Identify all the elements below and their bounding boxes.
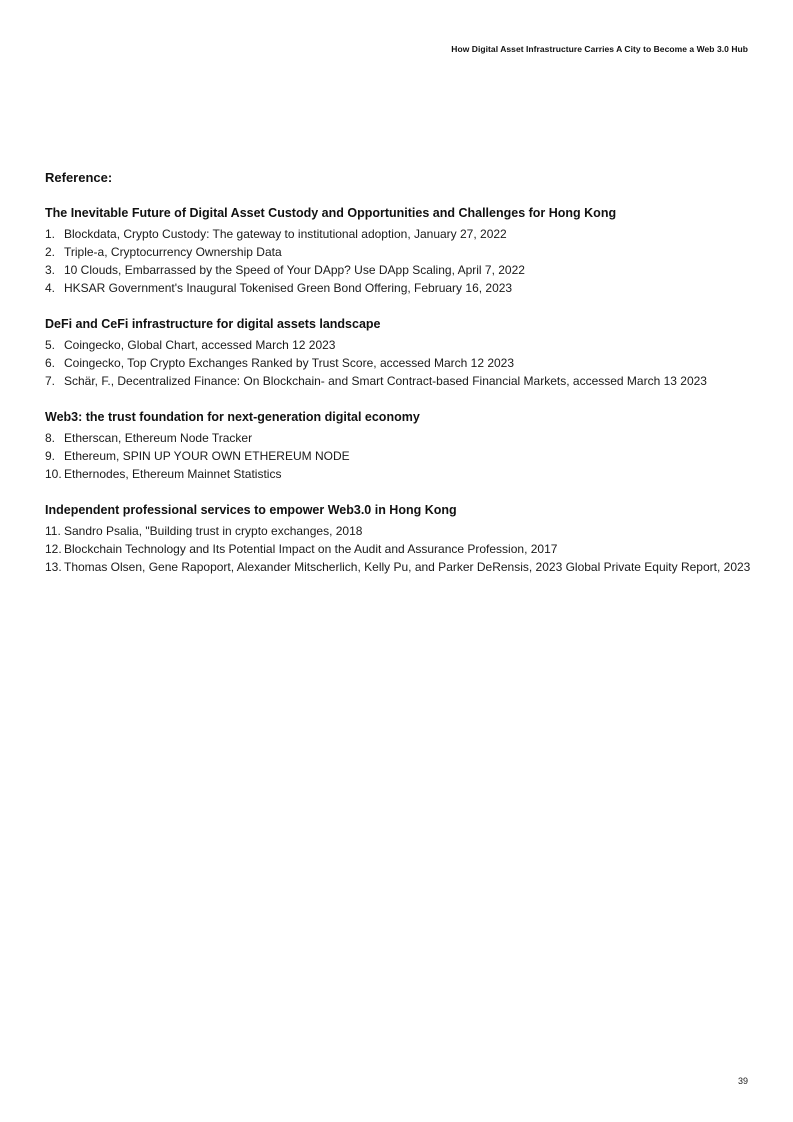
section-title: DeFi and CeFi infrastructure for digital assets landscape bbox=[45, 317, 381, 331]
reference-text: Coingecko, Top Crypto Exchanges Ranked by Trust Score, accessed March 12 2023 bbox=[64, 356, 515, 370]
reference-section-custody bbox=[45, 205, 753, 297]
reference-item bbox=[45, 279, 753, 297]
reference-text: Etherscan, Ethereum Node Tracker bbox=[64, 431, 253, 445]
reference-item bbox=[45, 261, 753, 279]
reference-item bbox=[45, 243, 753, 261]
reference-number: 4. bbox=[45, 281, 56, 295]
reference-item bbox=[45, 354, 753, 372]
reference-text: Thomas Olsen, Gene Rapoport, Alexander Mitscherlich, Kelly Pu, and Parker DeRensis, 2023 Global Private Equity Report, 2023 bbox=[64, 560, 751, 574]
reference-text: Coingecko, Global Chart, accessed March 12 2023 bbox=[64, 338, 336, 352]
reference-list bbox=[45, 429, 753, 483]
reference-number: 7. bbox=[45, 374, 56, 388]
reference-number: 11. bbox=[45, 524, 61, 538]
reference-text: Ethernodes, Ethereum Mainnet Statistics bbox=[64, 467, 282, 481]
reference-item bbox=[45, 540, 753, 558]
reference-item bbox=[45, 429, 753, 447]
page-number: 39 bbox=[737, 1076, 748, 1086]
reference-number: 6. bbox=[45, 356, 56, 370]
reference-page-content bbox=[45, 170, 753, 595]
reference-number: 2. bbox=[45, 245, 56, 259]
reference-text: HKSAR Government's Inaugural Tokenised Green Bond Offering, February 16, 2023 bbox=[64, 281, 513, 295]
reference-list bbox=[45, 225, 753, 297]
reference-number: 1. bbox=[45, 227, 56, 241]
reference-item bbox=[45, 558, 753, 576]
reference-item bbox=[45, 225, 753, 243]
reference-section-professional-services bbox=[45, 502, 753, 576]
reference-text: Blockchain Technology and Its Potential Impact on the Audit and Assurance Profession, 2017 bbox=[64, 542, 558, 556]
reference-title: Reference: bbox=[45, 170, 113, 185]
reference-number: 9. bbox=[45, 449, 56, 463]
reference-item bbox=[45, 336, 753, 354]
reference-item bbox=[45, 372, 753, 390]
reference-number: 13. bbox=[45, 560, 62, 574]
section-title: The Inevitable Future of Digital Asset Custody and Opportunities and Challenges for Hong Kong bbox=[45, 206, 617, 220]
reference-list bbox=[45, 336, 753, 390]
running-header: How Digital Asset Infrastructure Carries A City to Become a Web 3.0 Hub bbox=[451, 44, 748, 54]
reference-section-web3 bbox=[45, 409, 753, 483]
section-title: Web3: the trust foundation for next-generation digital economy bbox=[45, 410, 420, 424]
reference-list bbox=[45, 522, 753, 576]
reference-section-defi-cefi bbox=[45, 316, 753, 390]
reference-text: Triple-a, Cryptocurrency Ownership Data bbox=[64, 245, 282, 259]
reference-number: 8. bbox=[45, 431, 56, 445]
reference-text: Sandro Psalia, "Building trust in crypto exchanges, 2018 bbox=[64, 524, 363, 538]
reference-text: 10 Clouds, Embarrassed by the Speed of Your DApp? Use DApp Scaling, April 7, 2022 bbox=[64, 263, 525, 277]
reference-item bbox=[45, 447, 753, 465]
reference-item bbox=[45, 465, 753, 483]
reference-item bbox=[45, 522, 753, 540]
section-title: Independent professional services to empower Web3.0 in Hong Kong bbox=[45, 503, 457, 517]
reference-text: Schär, F., Decentralized Finance: On Blockchain- and Smart Contract-based Financial Markets, accessed March 13 2023 bbox=[64, 374, 707, 388]
reference-number: 5. bbox=[45, 338, 56, 352]
reference-number: 3. bbox=[45, 263, 56, 277]
reference-text: Ethereum, SPIN UP YOUR OWN ETHEREUM NODE bbox=[64, 449, 350, 463]
reference-text: Blockdata, Crypto Custody: The gateway to institutional adoption, January 27, 2022 bbox=[64, 227, 507, 241]
reference-number: 12. bbox=[45, 542, 62, 556]
reference-number: 10. bbox=[45, 467, 62, 481]
